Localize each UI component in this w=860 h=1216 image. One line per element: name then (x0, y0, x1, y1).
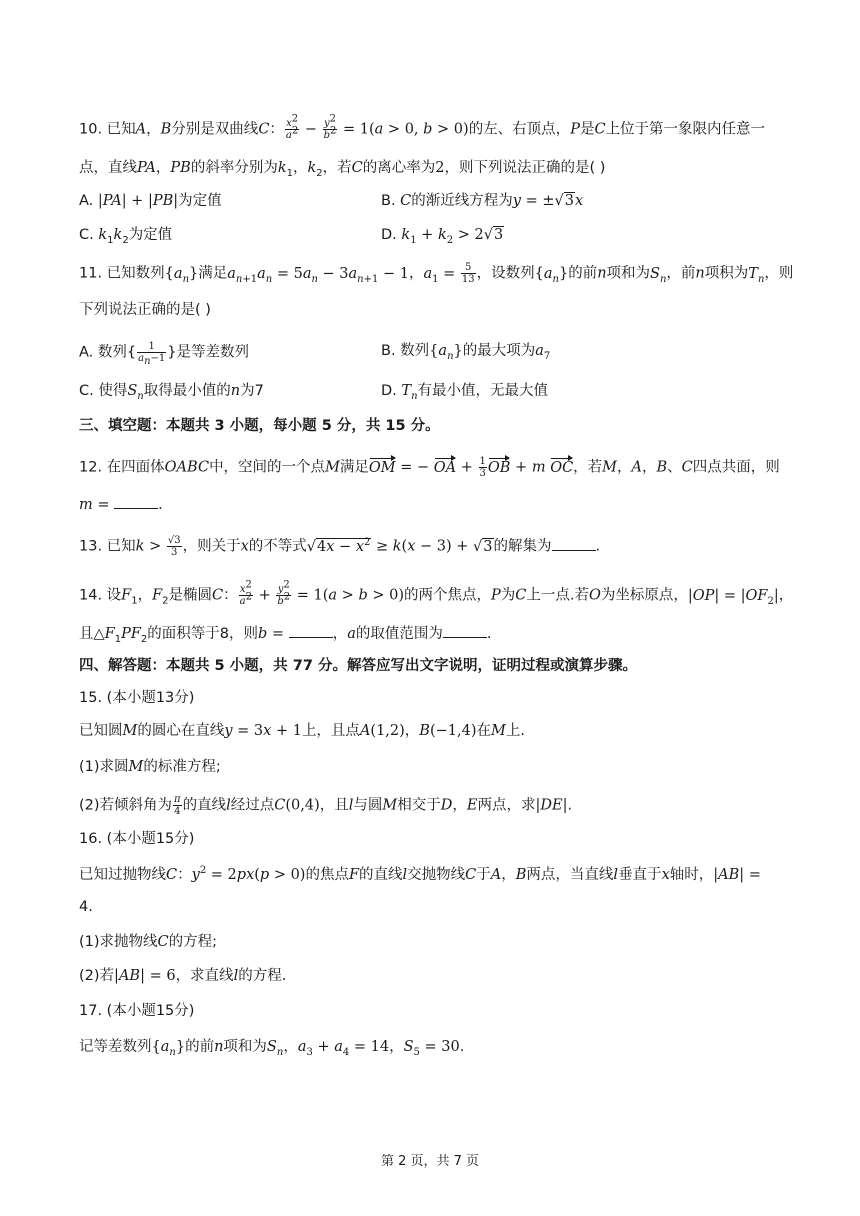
q15-heading: 15. (本小题13分) (79, 690, 195, 706)
q16-line2: 4. (79, 899, 93, 915)
section-4-heading: 四、解答题：本题共 5 小题，共 77 分。解答应写出文字说明，证明过程或演算步骤。 (79, 658, 637, 674)
q17-line1: 记等差数列$\{a_n\}$的前n项和为$S_n$，$a_3 + a_4 = 14$，$S_5 = 30$. (79, 1039, 465, 1058)
q12-line1: 12. 在四面体OABC中，空间的一个点M满足OM = − OA + $\frac{1}{3}$ OB + m OC，若M，A，B、C四点共面，则 (79, 456, 780, 479)
q11-option-b: B. 数列$\{a_n\}$的最大项为$a_7$ (381, 343, 551, 362)
q11-line1: 11. 已知数列$\{a_n\}$满足$a_{n+1}a_n = 5a_n - 3a_{n+1} - 1$，$a_1$ = $\frac{5}{13}$ ，设数列$\{a_n\}$的前n项和为$S_n$，前n项积为$T_n$，则 (79, 262, 794, 285)
q11-option-c: C. 使得$S_n$取得最小值的n为7 (79, 383, 264, 402)
q16-part1: (1)求抛物线C的方程; (79, 934, 218, 950)
q11-option-d: D. $T_n$有最小值，无最大值 (381, 383, 549, 402)
q17-heading: 17. (本小题15分) (79, 1003, 195, 1019)
answer-blank (114, 494, 158, 509)
q16-heading: 16. (本小题15分) (79, 831, 195, 847)
q11-line2: 下列说法正确的是( ) (79, 302, 211, 318)
q10-option-d: D. $k_1 + k_2 > 2√3$ (381, 227, 504, 246)
page-footer: 第 2 页，共 7 页 (380, 1154, 480, 1169)
q16-part2: (2)若|AB| = 6，求直线l的方程. (79, 968, 287, 984)
q15-line1: 已知圆M的圆心在直线y = 3x + 1上，且点A(1,2)，B(−1,4)在M上. (79, 723, 525, 739)
q14-line1: 14. 设$F_1$，$F_2$是椭圆C： $\frac{x^2}{a^2}$ + $\frac{y^2}{b^2}$ = 1(a > b > 0)的两个焦点，P为C上一点.若O为坐标原点，$|OP| = |OF_2|$， (79, 579, 794, 607)
q15-part2: (2)若倾斜角为 $\frac{\pi}{4}$ 的直线l经过点C(0,4)，且l与圆M相交于D，E两点，求|DE|. (79, 794, 573, 817)
answer-blank (443, 623, 487, 638)
q10-option-b: B. C的渐近线方程为y = ±√3x (381, 193, 584, 209)
q13-line: 13. 已知k > $\frac{√3}{3}$ ，则关于x的不等式$√4x - x^2 \ge k(x - 3) + √3$的解集为 . (79, 535, 601, 558)
q14-line2: 且$\triangle F_1PF_2$的面积等于8，则b = ，a的取值范围为 . (79, 623, 491, 644)
answer-blank (552, 536, 596, 551)
q10-option-c: C. $k_1k_2$为定值 (79, 227, 173, 246)
q16-line1: 已知过抛物线C：$y^2 = 2px(p > 0)$的焦点F的直线l交抛物线C于A，B两点，当直线l垂直于x轴时，|AB| = (79, 865, 761, 883)
q12-line2: m = . (79, 494, 163, 515)
q10-option-a: A. |PA| + |PB|为定值 (79, 193, 222, 209)
answer-blank (289, 623, 333, 638)
q10-line2: 点，直线PA，PB的斜率分别为$k_1$，$k_2$，若C的离心率为2，则下列说法正确的是( ) (79, 160, 606, 179)
q11-option-a: A. 数列{ $\frac{1}{a_n-1}$ }是等差数列 (79, 341, 250, 367)
q15-part1: (1)求圆M的标准方程; (79, 759, 221, 775)
q10-line1: 10. 已知A，B分别是双曲线C： $\frac{x^2}{a^2}$ − $\frac{y^2}{b^2}$ = 1(a > 0, b > 0)的左、右顶点，P是C上位于第一象限内任意一 (79, 113, 766, 141)
section-3-heading: 三、填空题：本题共 3 小题，每小题 5 分，共 15 分。 (79, 418, 440, 434)
